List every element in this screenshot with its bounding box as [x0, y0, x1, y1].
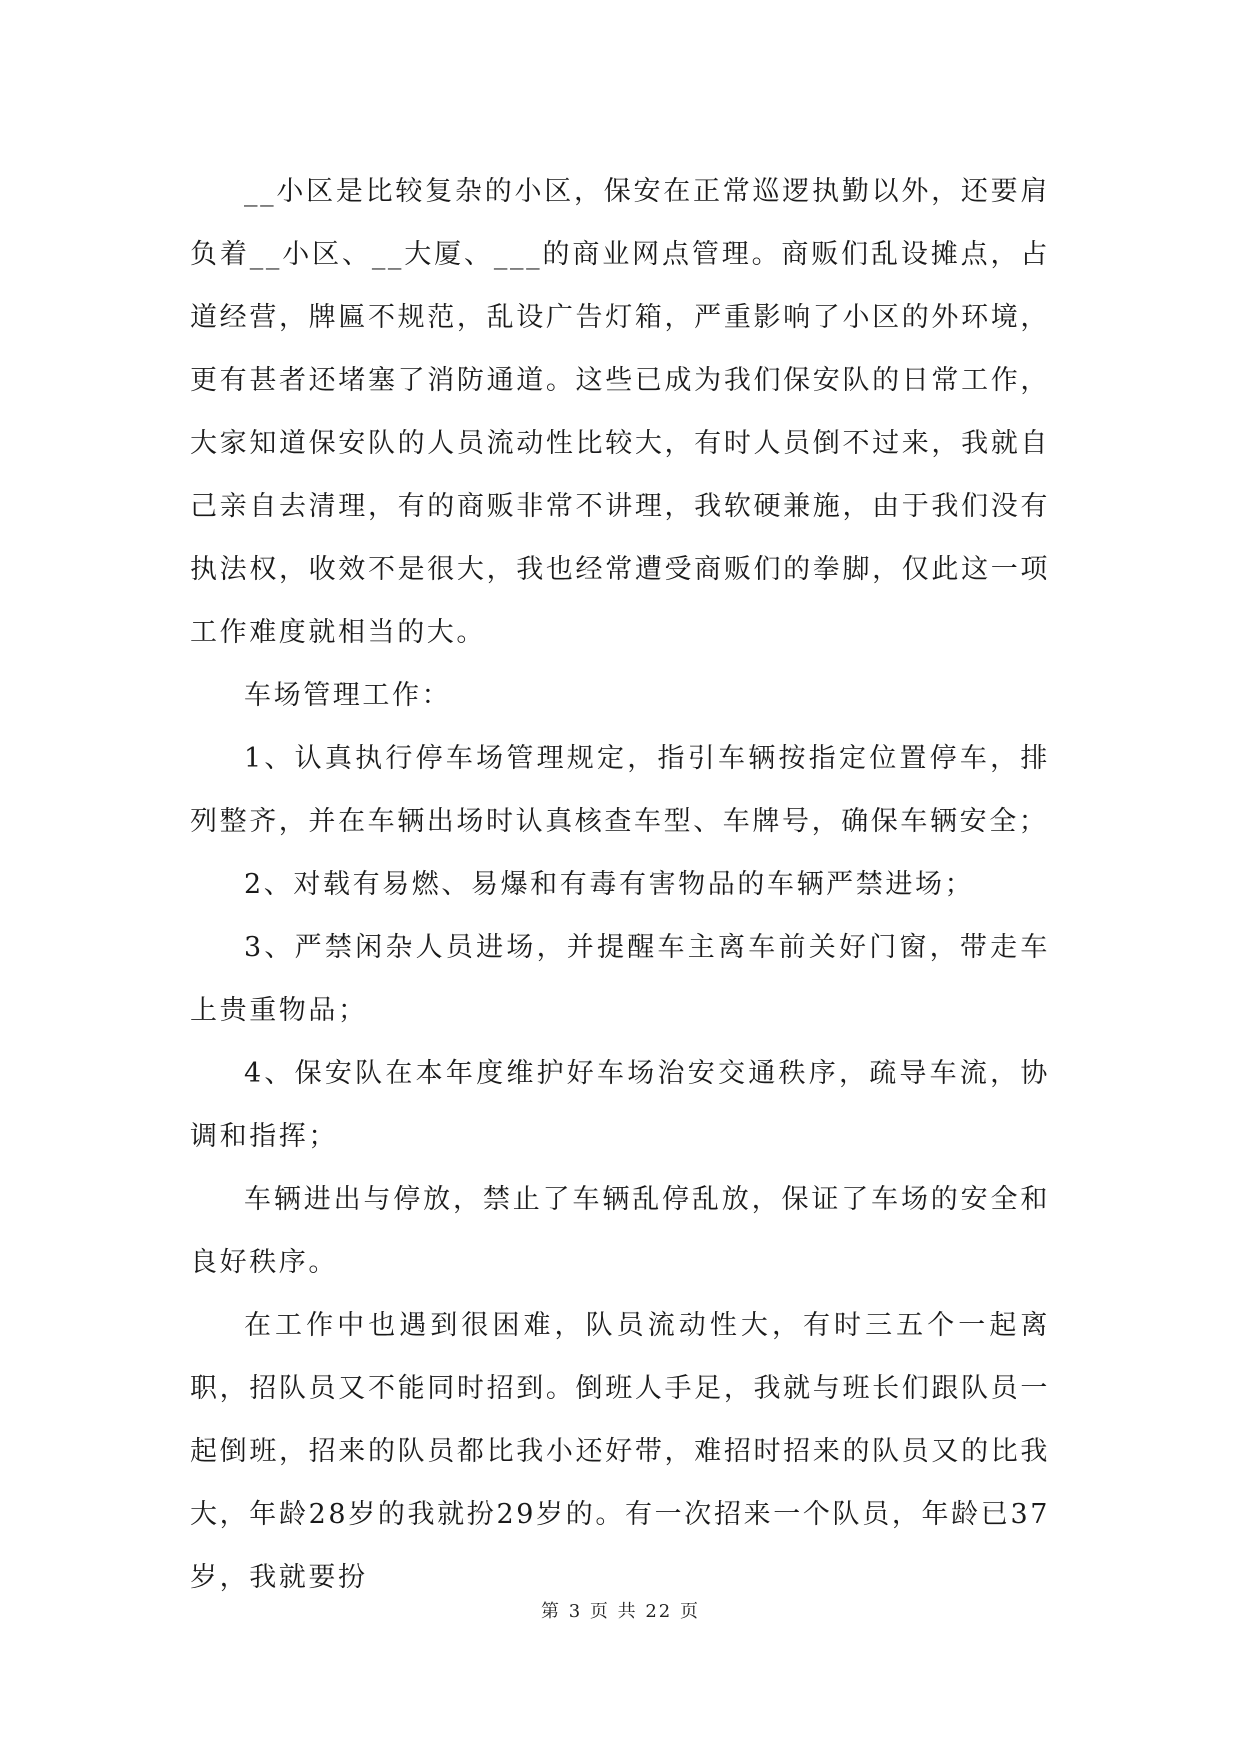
page-number-footer: 第 3 页 共 22 页: [541, 1601, 700, 1622]
paragraph-item-2: 2、对载有易燃、易爆和有毒有害物品的车辆严禁进场；: [244, 869, 975, 900]
paragraph-item-3: 3、严禁闲杂人员进场，并提醒车主离车前关好门窗，带走车上贵重物品；: [190, 932, 1050, 1026]
document-body: [190, 160, 1050, 1609]
paragraph-stall-management: __小区是比较复杂的小区，保安在正常巡逻执勤以外，还要肩负着__小区、__大厦、___的商业网点管理。商贩们乱设摊点，占道经营，牌匾不规范，乱设广告灯箱，严重影响了小区的外环境，更有甚者还堵塞了消防通道。这些已成为我们保安队的日常工作，大家知道保安队的人员流动性比较大，有时人员倒不过来，我就自己亲自去清理，有的商贩非常不讲理，我软硬兼施，由于我们没有执法权，收效不是很大，我也经常遭受商贩们的拳脚，仅此这一项工作难度就相当的大。: [190, 176, 1050, 648]
paragraph-item-4: 4、保安队在本年度维护好车场治安交通秩序，疏导车流，协调和指挥；: [190, 1058, 1050, 1152]
paragraph-vehicle-order: 车辆进出与停放，禁止了车辆乱停乱放，保证了车场的安全和良好秩序。: [190, 1184, 1050, 1278]
paragraph-item-1: 1、认真执行停车场管理规定，指引车辆按指定位置停车，排列整齐，并在车辆出场时认真核查车型、车牌号，确保车辆安全；: [190, 743, 1050, 837]
paragraph-parking-heading: 车场管理工作：: [244, 680, 452, 711]
paragraph-difficulties: 在工作中也遇到很困难，队员流动性大，有时三五个一起离职，招队员又不能同时招到。倒班人手足，我就与班长们跟队员一起倒班，招来的队员都比我小还好带，难招时招来的队员又的比我大，年龄28岁的我就扮29岁的。有一次招来一个队员，年龄已37岁，我就要扮: [190, 1310, 1050, 1593]
